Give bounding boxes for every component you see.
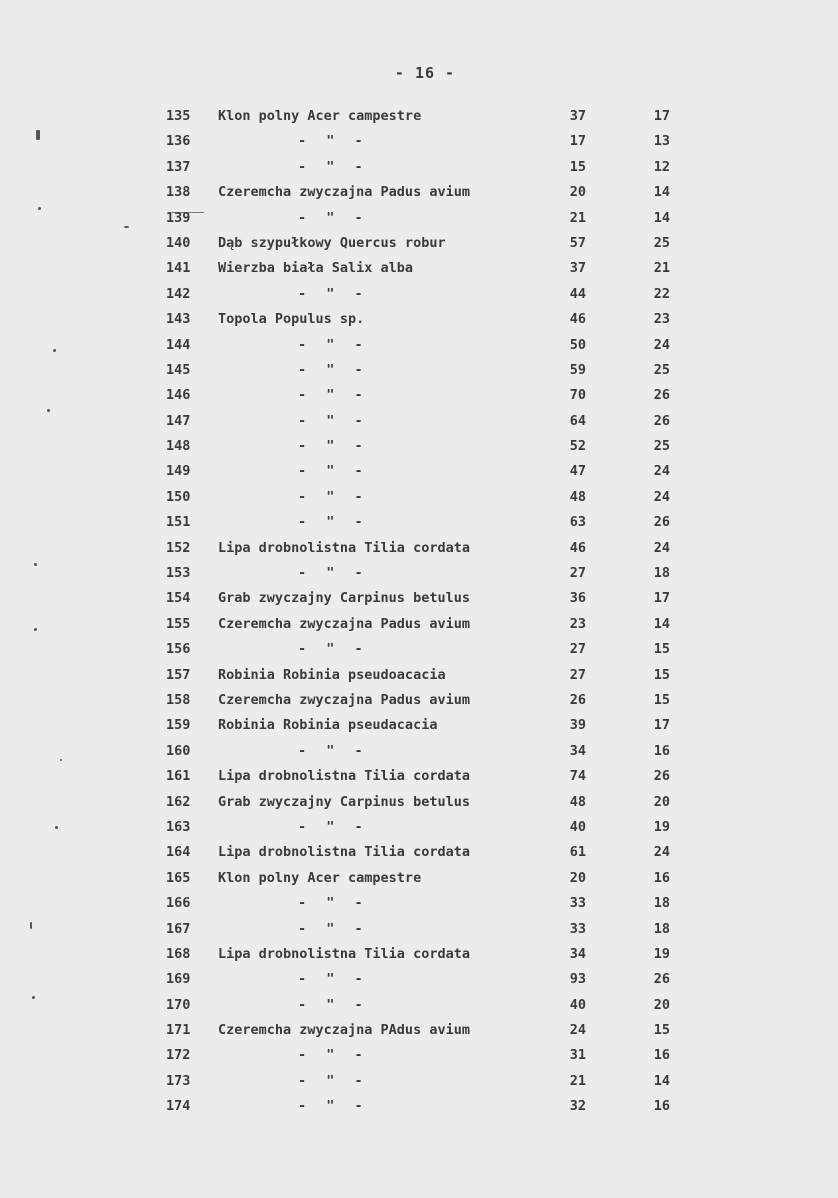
row-number: 149 (166, 463, 191, 480)
height-value: 24 (653, 463, 670, 480)
ditto-mark: - " - (298, 920, 369, 937)
diameter-value: 21 (569, 209, 586, 226)
row-number: 146 (166, 387, 191, 404)
table-row (0, 358, 838, 383)
row-number: 163 (166, 818, 191, 835)
scan-speck (55, 826, 58, 829)
species-name: Czeremcha zwyczajna PAdus avium (218, 1022, 470, 1039)
diameter-value: 33 (569, 920, 586, 937)
table-row (0, 409, 838, 434)
diameter-value: 36 (569, 590, 586, 607)
diameter-value: 57 (569, 234, 586, 251)
table-row (0, 510, 838, 535)
table-row (0, 917, 838, 942)
row-number: 155 (166, 615, 191, 632)
row-number: 141 (166, 260, 191, 277)
ditto-mark: - " - (298, 996, 369, 1013)
diameter-value: 74 (569, 768, 586, 785)
row-number: 154 (166, 590, 191, 607)
ditto-mark: - " - (298, 336, 369, 353)
ditto-mark: - " - (298, 133, 369, 150)
diameter-value: 46 (569, 311, 586, 328)
height-value: 25 (653, 361, 670, 378)
diameter-value: 31 (569, 1047, 586, 1064)
diameter-value: 46 (569, 539, 586, 556)
table-row (0, 637, 838, 662)
diameter-value: 44 (569, 285, 586, 302)
diameter-value: 20 (569, 869, 586, 886)
row-number: 165 (166, 869, 191, 886)
table-row (0, 307, 838, 332)
ditto-mark: - " - (298, 209, 369, 226)
table-row (0, 790, 838, 815)
table-row (0, 663, 838, 688)
ditto-mark: - " - (298, 285, 369, 302)
table-row (0, 942, 838, 967)
species-name: Klon polny Acer campestre (218, 108, 422, 124)
diameter-value: 48 (569, 488, 586, 505)
table-row (0, 967, 838, 992)
row-number: 159 (166, 717, 191, 734)
table-row (0, 713, 838, 738)
table-row (0, 688, 838, 713)
table-row (0, 129, 838, 154)
height-value: 18 (653, 920, 670, 937)
diameter-value: 23 (569, 615, 586, 632)
height-value: 26 (653, 412, 670, 429)
species-name: Robinia Robinia pseudoacacia (218, 666, 446, 683)
row-number: 150 (166, 488, 191, 505)
row-number: 158 (166, 691, 191, 708)
species-name: Lipa drobnolistna Tilia cordata (218, 844, 470, 861)
page-number: - 16 - (394, 64, 456, 82)
row-number: 137 (166, 158, 191, 175)
table-row (0, 231, 838, 256)
row-number: 172 (166, 1047, 191, 1064)
table-row (0, 1043, 838, 1068)
diameter-value: 52 (569, 438, 586, 455)
row-number: 144 (166, 336, 191, 353)
ditto-mark: - " - (298, 895, 369, 912)
row-number: 171 (166, 1022, 191, 1039)
diameter-value: 24 (569, 1022, 586, 1039)
scan-speck (38, 207, 41, 210)
ditto-mark: - " - (298, 514, 369, 531)
diameter-value: 47 (569, 463, 586, 480)
scan-speck (60, 759, 62, 761)
row-number: 156 (166, 641, 191, 658)
species-name: Wierzba biała Salix alba (218, 260, 414, 277)
table-row (0, 333, 838, 358)
diameter-value: 26 (569, 691, 586, 708)
height-value: 26 (653, 971, 670, 988)
ditto-mark: - " - (298, 565, 369, 582)
diameter-value: 34 (569, 742, 586, 759)
diameter-value: 37 (569, 108, 586, 124)
height-value: 16 (653, 1047, 670, 1064)
height-value: 20 (653, 996, 670, 1013)
diameter-value: 27 (569, 565, 586, 582)
diameter-value: 93 (569, 971, 586, 988)
height-value: 14 (653, 1072, 670, 1089)
scan-speck (53, 349, 56, 352)
diameter-value: 21 (569, 1072, 586, 1089)
table-row (0, 434, 838, 459)
ditto-mark: - " - (298, 438, 369, 455)
table-row (0, 612, 838, 637)
row-number: 173 (166, 1072, 191, 1089)
ditto-mark: - " - (298, 412, 369, 429)
diameter-value: 63 (569, 514, 586, 531)
scan-speck (47, 409, 50, 412)
row-number: 136 (166, 133, 191, 150)
ditto-mark: - " - (298, 1047, 369, 1064)
height-value: 17 (653, 108, 670, 124)
species-name: Czeremcha zwyczajna Padus avium (218, 615, 470, 632)
height-value: 25 (653, 438, 670, 455)
diameter-value: 50 (569, 336, 586, 353)
height-value: 16 (653, 1098, 670, 1115)
table-row (0, 891, 838, 916)
height-value: 24 (653, 336, 670, 353)
ditto-mark: - " - (298, 463, 369, 480)
table-row (0, 739, 838, 764)
ditto-mark: - " - (298, 971, 369, 988)
row-number: 142 (166, 285, 191, 302)
scan-speck (36, 130, 40, 140)
table-row (0, 993, 838, 1018)
species-name: Lipa drobnolistna Tilia cordata (218, 945, 470, 962)
ditto-mark: - " - (298, 641, 369, 658)
diameter-value: 15 (569, 158, 586, 175)
table-row (0, 1069, 838, 1094)
scan-speck (124, 226, 129, 228)
height-value: 25 (653, 234, 670, 251)
table-row (0, 104, 838, 129)
table-row (0, 840, 838, 865)
row-number: 166 (166, 895, 191, 912)
diameter-value: 27 (569, 666, 586, 683)
scan-speck (34, 563, 37, 566)
ditto-mark: - " - (298, 1098, 369, 1115)
scan-speck (34, 628, 37, 631)
row-number: 143 (166, 311, 191, 328)
table-row (0, 256, 838, 281)
height-value: 16 (653, 869, 670, 886)
height-value: 24 (653, 844, 670, 861)
table-row (0, 561, 838, 586)
species-name: Klon polny Acer campestre (218, 869, 422, 886)
height-value: 14 (653, 184, 670, 201)
height-value: 23 (653, 311, 670, 328)
ditto-mark: - " - (298, 387, 369, 404)
row-number: 162 (166, 793, 191, 810)
row-number: 168 (166, 945, 191, 962)
height-value: 19 (653, 945, 670, 962)
table-row (0, 764, 838, 789)
ditto-mark: - " - (298, 488, 369, 505)
table-row (0, 866, 838, 891)
height-value: 24 (653, 488, 670, 505)
height-value: 21 (653, 260, 670, 277)
table-row (0, 485, 838, 510)
diameter-value: 17 (569, 133, 586, 150)
diameter-value: 33 (569, 895, 586, 912)
height-value: 19 (653, 818, 670, 835)
height-value: 12 (653, 158, 670, 175)
species-name: Robinia Robinia pseudacacia (218, 717, 438, 734)
height-value: 24 (653, 539, 670, 556)
row-number: 160 (166, 742, 191, 759)
ditto-mark: - " - (298, 818, 369, 835)
diameter-value: 61 (569, 844, 586, 861)
tree-inventory-table (0, 104, 838, 1120)
height-value: 15 (653, 691, 670, 708)
height-value: 20 (653, 793, 670, 810)
scan-speck (32, 996, 35, 999)
height-value: 15 (653, 641, 670, 658)
height-value: 17 (653, 590, 670, 607)
row-number: 169 (166, 971, 191, 988)
table-row (0, 459, 838, 484)
species-name: Czeremcha zwyczajna Padus avium (218, 184, 470, 201)
diameter-value: 64 (569, 412, 586, 429)
diameter-value: 37 (569, 260, 586, 277)
species-name: Lipa drobnolistna Tilia cordata (218, 768, 470, 785)
row-number: 135 (166, 108, 191, 124)
table-row (0, 586, 838, 611)
diameter-value: 27 (569, 641, 586, 658)
row-number: 147 (166, 412, 191, 429)
species-name: Dąb szypułkowy Quercus robur (218, 234, 446, 251)
species-name: Grab zwyczajny Carpinus betulus (218, 590, 470, 607)
height-value: 15 (653, 1022, 670, 1039)
ditto-mark: - " - (298, 1072, 369, 1089)
height-value: 18 (653, 895, 670, 912)
row-number: 152 (166, 539, 191, 556)
diameter-value: 34 (569, 945, 586, 962)
row-number: 148 (166, 438, 191, 455)
diameter-value: 39 (569, 717, 586, 734)
height-value: 14 (653, 615, 670, 632)
species-name: Grab zwyczajny Carpinus betulus (218, 793, 470, 810)
species-name: Czeremcha zwyczajna Padus avium (218, 691, 470, 708)
diameter-value: 48 (569, 793, 586, 810)
row-number: 139 (166, 209, 191, 226)
diameter-value: 40 (569, 996, 586, 1013)
height-value: 26 (653, 387, 670, 404)
height-value: 17 (653, 717, 670, 734)
table-row (0, 1094, 838, 1119)
scan-speck (30, 922, 32, 929)
row-number: 140 (166, 234, 191, 251)
ditto-mark: - " - (298, 742, 369, 759)
row-number: 151 (166, 514, 191, 531)
table-row (0, 383, 838, 408)
height-value: 16 (653, 742, 670, 759)
row-number: 161 (166, 768, 191, 785)
species-name: Lipa drobnolistna Tilia cordata (218, 539, 470, 556)
table-row (0, 282, 838, 307)
diameter-value: 40 (569, 818, 586, 835)
species-name: Topola Populus sp. (218, 311, 365, 328)
row-number: 167 (166, 920, 191, 937)
row-number: 145 (166, 361, 191, 378)
diameter-value: 20 (569, 184, 586, 201)
table-row (0, 155, 838, 180)
table-row (0, 815, 838, 840)
diameter-value: 59 (569, 361, 586, 378)
table-row (0, 180, 838, 205)
height-value: 26 (653, 514, 670, 531)
ditto-mark: - " - (298, 158, 369, 175)
height-value: 22 (653, 285, 670, 302)
height-value: 13 (653, 133, 670, 150)
height-value: 14 (653, 209, 670, 226)
row-number: 170 (166, 996, 191, 1013)
diameter-value: 32 (569, 1098, 586, 1115)
row-number: 174 (166, 1098, 191, 1115)
row-number: 138 (166, 184, 191, 201)
table-row (0, 1018, 838, 1043)
ditto-mark: - " - (298, 361, 369, 378)
table-row (0, 536, 838, 561)
row-number: 157 (166, 666, 191, 683)
height-value: 15 (653, 666, 670, 683)
diameter-value: 70 (569, 387, 586, 404)
height-value: 18 (653, 565, 670, 582)
row-number: 153 (166, 565, 191, 582)
row-number: 164 (166, 844, 191, 861)
height-value: 26 (653, 768, 670, 785)
